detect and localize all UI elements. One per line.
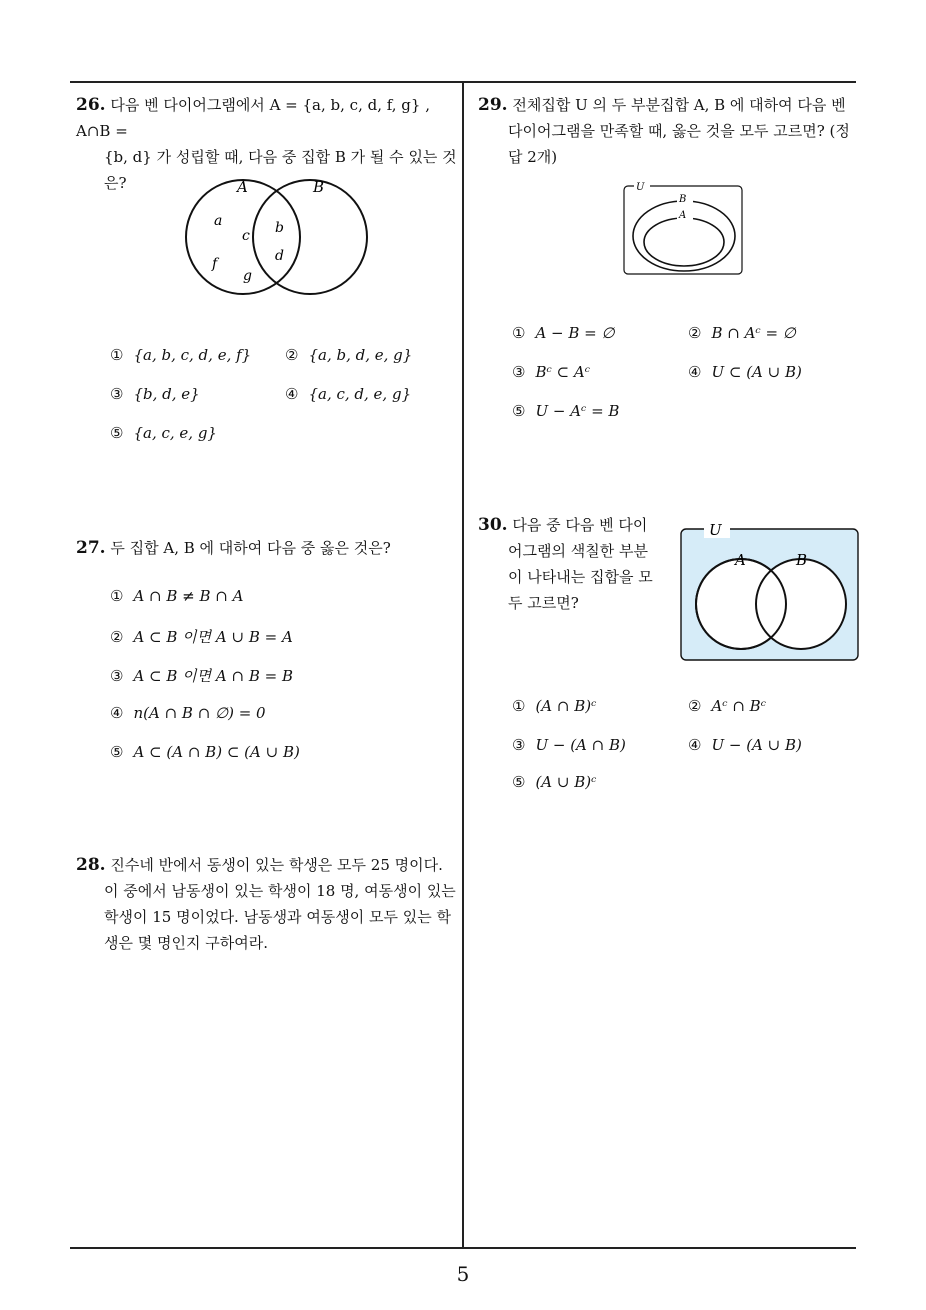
q26-element-d: d (275, 248, 284, 264)
q30-line3: 이 나타내는 집합을 모 (508, 568, 653, 586)
q28-line3: 학생이 15 명이었다. 남동생과 여동생이 모두 있는 학 (104, 908, 452, 926)
q26-circle-b (253, 180, 367, 294)
q29-label-u: U (636, 182, 645, 193)
q30-stem (478, 512, 678, 616)
q26-element-b: b (275, 220, 284, 236)
q27-option-5[interactable]: ⑤ A ⊂ (A ∩ B) ⊂ (A ∪ B) (110, 743, 300, 761)
q30-circle-b (756, 559, 846, 649)
column-divider (462, 81, 464, 1249)
q30-option-4[interactable]: ④ U − (A ∪ B) (688, 736, 802, 754)
q26-line2: {b, d} 가 성립할 때, 다음 중 집합 B 가 될 수 있는 것 (104, 148, 457, 166)
q26-element-a: a (214, 213, 223, 229)
q26-element-c: c (242, 228, 250, 244)
q30-option-3[interactable]: ③ U − (A ∩ B) (512, 736, 626, 754)
q29-option-2[interactable]: ② B ∩ Aᶜ = ∅ (688, 324, 796, 342)
q29-option-3[interactable]: ③ Bᶜ ⊂ Aᶜ (512, 363, 590, 381)
q26-element-f: f (212, 256, 218, 272)
q29-number: 29. (478, 95, 508, 115)
q27-option-3[interactable]: ③ A ⊂ B 이면 A ∩ B = B (110, 667, 294, 685)
q30-line4: 두 고르면? (508, 594, 579, 612)
q29-option-1[interactable]: ① A − B = ∅ (512, 324, 615, 342)
q28-stem (76, 852, 458, 956)
q29-line3: 답 2개) (508, 148, 558, 166)
q26-option-4[interactable]: ④ {a, c, d, e, g} (285, 385, 412, 403)
q26-option-1[interactable]: ① {a, b, c, d, e, f} (110, 346, 252, 364)
bottom-rule (70, 1247, 856, 1249)
q27-option-2[interactable]: ② A ⊂ B 이면 A ∪ B = A (110, 628, 293, 646)
q30-number: 30. (478, 515, 508, 535)
q26-option-3[interactable]: ③ {b, d, e} (110, 385, 200, 403)
q30-line2: 어그램의 색칠한 부분 (508, 542, 648, 560)
q30-option-5[interactable]: ⑤ (A ∪ B)ᶜ (512, 773, 597, 791)
q29-line2: 다이어그램을 만족할 때, 옳은 것을 모두 고르면? (정 (508, 122, 850, 140)
q30-line1: 다음 중 다음 벤 다이 (512, 516, 648, 534)
q28-line4: 생은 몇 명인지 구하여라. (104, 934, 268, 952)
q26-line3: 은? (104, 174, 127, 192)
q27-option-1[interactable]: ① A ∩ B ≠ B ∩ A (110, 587, 244, 605)
q29-line1: 전체집합 U 의 두 부분집합 A, B 에 대하여 다음 벤 (512, 96, 846, 114)
page-number: 5 (456, 1262, 470, 1286)
q30-option-2[interactable]: ② Aᶜ ∩ Bᶜ (688, 697, 766, 715)
q30-label-a: A (735, 551, 746, 569)
q28-line2: 이 중에서 남동생이 있는 학생이 18 명, 여동생이 있는 (104, 882, 456, 900)
q29-venn-diagram (620, 180, 746, 278)
q29-stem (478, 92, 858, 170)
q26-number: 26. (76, 95, 106, 115)
q27-text: 두 집합 A, B 에 대하여 다음 중 옳은 것은? (110, 539, 391, 557)
q26-venn-diagram (180, 172, 380, 302)
q26-label-b: B (313, 178, 325, 196)
q30-option-1[interactable]: ① (A ∩ B)ᶜ (512, 697, 597, 715)
q28-number: 28. (76, 855, 106, 875)
q27-option-4[interactable]: ④ n(A ∩ B ∩ ∅) = 0 (110, 704, 266, 722)
q27-stem (76, 535, 458, 561)
q26-label-a: A (237, 178, 248, 196)
q26-option-2[interactable]: ② {a, b, d, e, g} (285, 346, 413, 364)
q30-label-b: B (796, 551, 808, 569)
q26-line1: 다음 벤 다이어그램에서 A = {a, b, c, d, f, g} , A∩B = (76, 96, 430, 140)
q30-venn-diagram (678, 516, 862, 664)
q26-option-5[interactable]: ⑤ {a, c, e, g} (110, 424, 217, 442)
q29-option-4[interactable]: ④ U ⊂ (A ∪ B) (688, 363, 802, 381)
q27-number: 27. (76, 538, 106, 558)
q29-label-a: A (679, 210, 687, 221)
q29-option-5[interactable]: ⑤ U − Aᶜ = B (512, 402, 620, 420)
q26-element-g: g (243, 268, 252, 284)
q29-label-b: B (679, 194, 687, 205)
q28-line1: 진수네 반에서 동생이 있는 학생은 모두 25 명이다. (110, 856, 443, 874)
q30-label-u: U (709, 521, 722, 539)
